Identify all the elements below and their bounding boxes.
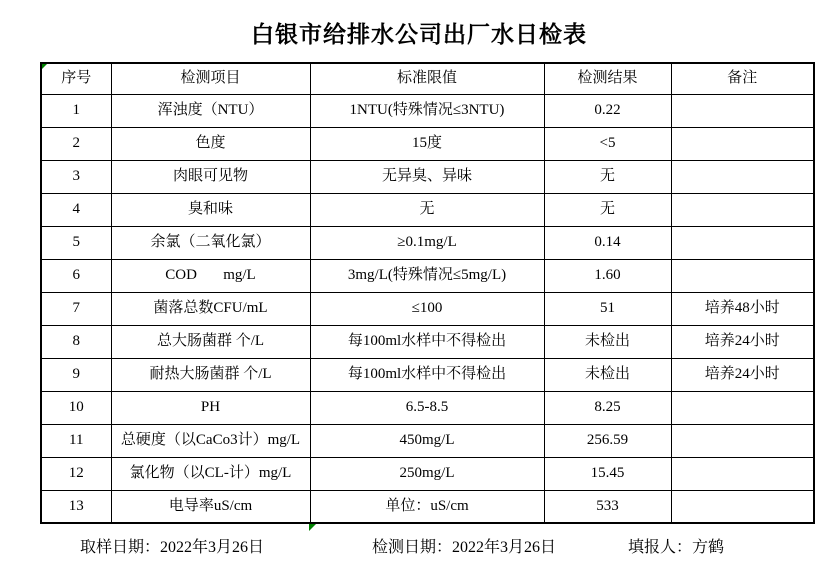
table-row [41,490,814,523]
cell-item: 耐热大肠菌群 个/L [111,358,310,391]
col-header-limit: 标准限值 [310,63,544,94]
cell-limit: 无异臭、异味 [310,160,544,193]
cell-no: 6 [41,259,111,292]
cell-note: 培养24小时 [671,325,814,358]
cell-limit: 1NTU(特殊情况≤3NTU) [310,94,544,127]
cell-no: 1 [41,94,111,127]
cell-note [671,259,814,292]
cell-note: 培养48小时 [671,292,814,325]
cell-note [671,490,814,523]
cell-item: PH [111,391,310,424]
table-row [41,457,814,490]
sampling-date-text: 取样日期：2022年3月26日 [80,539,265,556]
cell-item: COD mg/L [111,259,310,292]
col-header-item: 检测项目 [111,63,310,94]
cell-no: 4 [41,193,111,226]
cell-result: 未检出 [544,358,671,391]
table-row [41,391,814,424]
cell-limit: 每100ml水样中不得检出 [310,325,544,358]
col-header-no: 序号 [41,63,111,94]
cell-no: 2 [41,127,111,160]
cell-limit: 450mg/L [310,424,544,457]
col-header-result: 检测结果 [544,63,671,94]
cell-no: 10 [41,391,111,424]
cell-limit: 15度 [310,127,544,160]
cell-item: 总硬度（以CaCo3计）mg/L [111,424,310,457]
cell-item: 总大肠菌群 个/L [111,325,310,358]
excel-bottom-marker-icon [309,524,316,531]
table-row [41,358,814,391]
cell-result: 1.60 [544,259,671,292]
table-row [41,160,814,193]
cell-result: 15.45 [544,457,671,490]
cell-result: 未检出 [544,325,671,358]
water-inspection-table [40,62,815,524]
cell-note [671,424,814,457]
cell-limit: ≥0.1mg/L [310,226,544,259]
cell-note [671,193,814,226]
cell-result: 533 [544,490,671,523]
cell-note: 培养24小时 [671,358,814,391]
cell-note [671,226,814,259]
cell-result: 256.59 [544,424,671,457]
cell-no: 11 [41,424,111,457]
cell-item: 余氯（二氧化氯） [111,226,310,259]
table-body [41,94,814,523]
cell-no: 13 [41,490,111,523]
cell-limit: 3mg/L(特殊情况≤5mg/L) [310,259,544,292]
table-row [41,424,814,457]
cell-item: 菌落总数CFU/mL [111,292,310,325]
footer [0,534,838,556]
cell-result: 无 [544,193,671,226]
table-row [41,292,814,325]
reporter-text: 填报人：方鹤 [628,539,725,556]
cell-result: <5 [544,127,671,160]
cell-note [671,457,814,490]
cell-no: 8 [41,325,111,358]
cell-result: 0.14 [544,226,671,259]
cell-note [671,127,814,160]
testing-date-text: 检测日期：2022年3月26日 [372,539,557,556]
cell-no: 9 [41,358,111,391]
header-row [41,63,814,94]
cell-note [671,391,814,424]
col-header-note: 备注 [671,63,814,94]
table-row [41,94,814,127]
cell-result: 0.22 [544,94,671,127]
cell-item: 肉眼可见物 [111,160,310,193]
cell-item: 电导率uS/cm [111,490,310,523]
cell-result: 8.25 [544,391,671,424]
table-row [41,226,814,259]
cell-limit: ≤100 [310,292,544,325]
cell-limit: 单位：uS/cm [310,490,544,523]
cell-note [671,94,814,127]
cell-no: 5 [41,226,111,259]
table-row [41,325,814,358]
cell-limit: 6.5-8.5 [310,391,544,424]
cell-limit: 无 [310,193,544,226]
cell-result: 51 [544,292,671,325]
cell-result: 无 [544,160,671,193]
cell-no: 12 [41,457,111,490]
cell-item: 色度 [111,127,310,160]
cell-item: 臭和味 [111,193,310,226]
cell-no: 3 [41,160,111,193]
cell-no: 7 [41,292,111,325]
page-title: 白银市给排水公司出厂水日检表 [251,22,587,47]
table-row [41,127,814,160]
cell-limit: 250mg/L [310,457,544,490]
cell-note [671,160,814,193]
table-row [41,259,814,292]
cell-item: 氯化物（以CL-计）mg/L [111,457,310,490]
table-row [41,193,814,226]
cell-limit: 每100ml水样中不得检出 [310,358,544,391]
cell-item: 浑浊度（NTU） [111,94,310,127]
